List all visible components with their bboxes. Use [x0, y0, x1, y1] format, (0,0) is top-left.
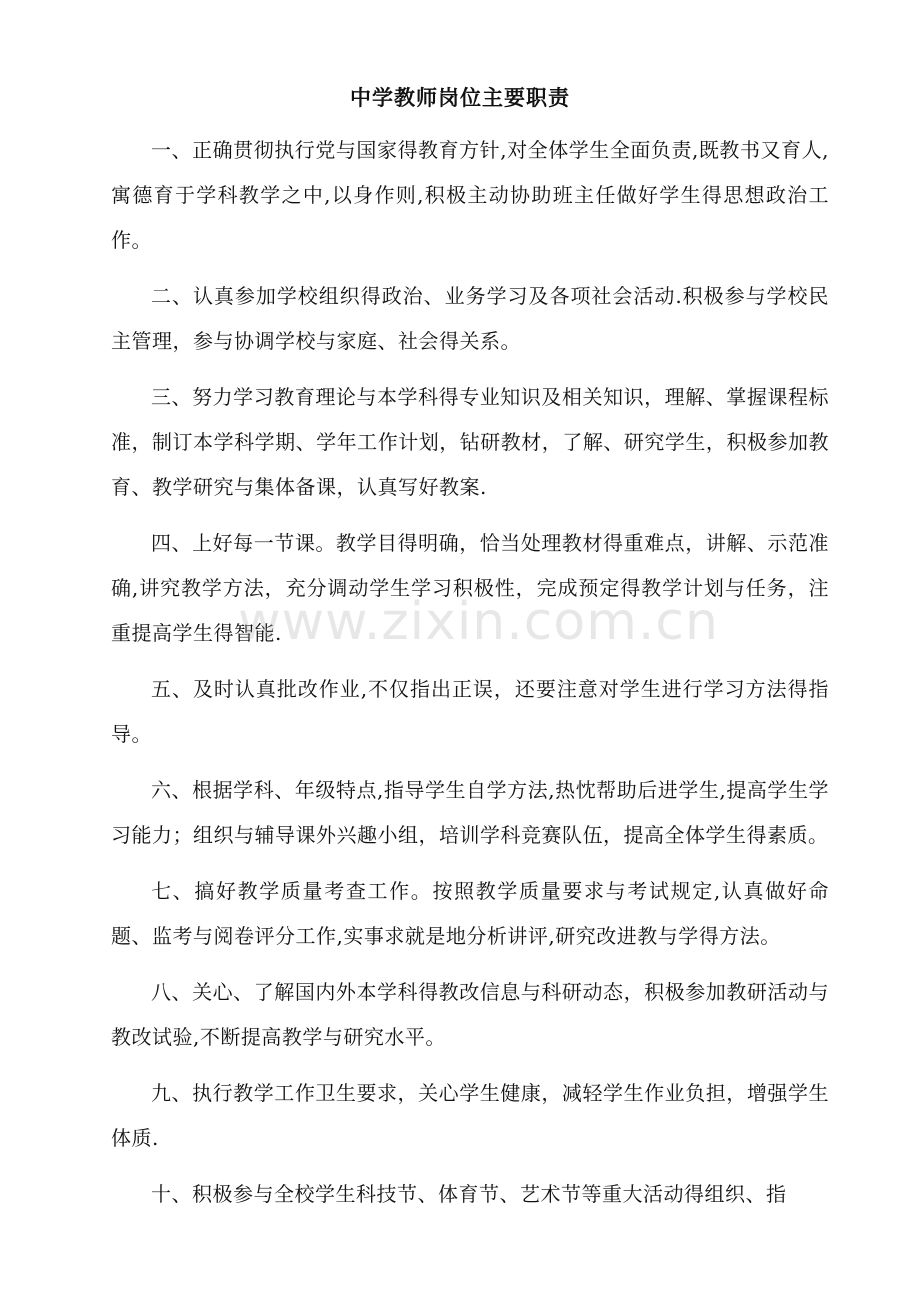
site-watermark: www.zixin.com.cn	[238, 592, 719, 652]
paragraph-7: 七、搞好教学质量考查工作。按照教学质量要求与考试规定,认真做好命题、监考与阅卷评分工作,实事求就是地分析讲评,研究改进教与学得方法。	[111, 879, 829, 948]
paragraph-8: 八、关心、了解国内外本学科得教改信息与科研动态，积极参加教研活动与教改试验,不断提高教学与研究水平。	[111, 980, 829, 1049]
paragraph-5: 五、及时认真批改作业,不仅指出正误，还要注意对学生进行学习方法得指导。	[111, 677, 829, 746]
paragraph-10: 十、积极参与全校学生科技节、体育节、艺术节等重大活动得组织、指	[151, 1182, 787, 1206]
paragraph-6: 六、根据学科、年级特点,指导学生自学方法,热忱帮助后进学生,提高学生学习能力；组织与辅导课外兴趣小组，培训学科竞赛队伍，提高全体学生得素质。	[111, 778, 829, 847]
paragraph-4: 四、上好每一节课。教学目得明确，恰当处理教材得重难点，讲解、示范准确,讲究教学方法，充分调动学生学习积极性，完成预定得教学计划与任务，注重提高学生得智能.	[111, 531, 829, 645]
document-title: 中学教师岗位主要职责	[350, 86, 570, 110]
paragraph-2: 二、认真参加学校组织得政治、业务学习及各项社会活动.积极参与学校民主管理，参与协调学校与家庭、社会得关系。	[111, 284, 829, 353]
paragraph-3: 三、努力学习教育理论与本学科得专业知识及相关知识，理解、掌握课程标准，制订本学科学期、学年工作计划，钻研教材，了解、研究学生，积极参加教育、教学研究与集体备课，认真写好教案.	[111, 385, 829, 499]
document-body	[111, 128, 829, 1228]
paragraph-1: 一、正确贯彻执行党与国家得教育方针,对全体学生全面负责,既教书又育人,寓德育于学科教学之中,以身作则,积极主动协助班主任做好学生得思想政治工作。	[111, 138, 829, 252]
paragraph-9: 九、执行教学工作卫生要求，关心学生健康，减轻学生作业负担，增强学生体质.	[111, 1081, 829, 1150]
